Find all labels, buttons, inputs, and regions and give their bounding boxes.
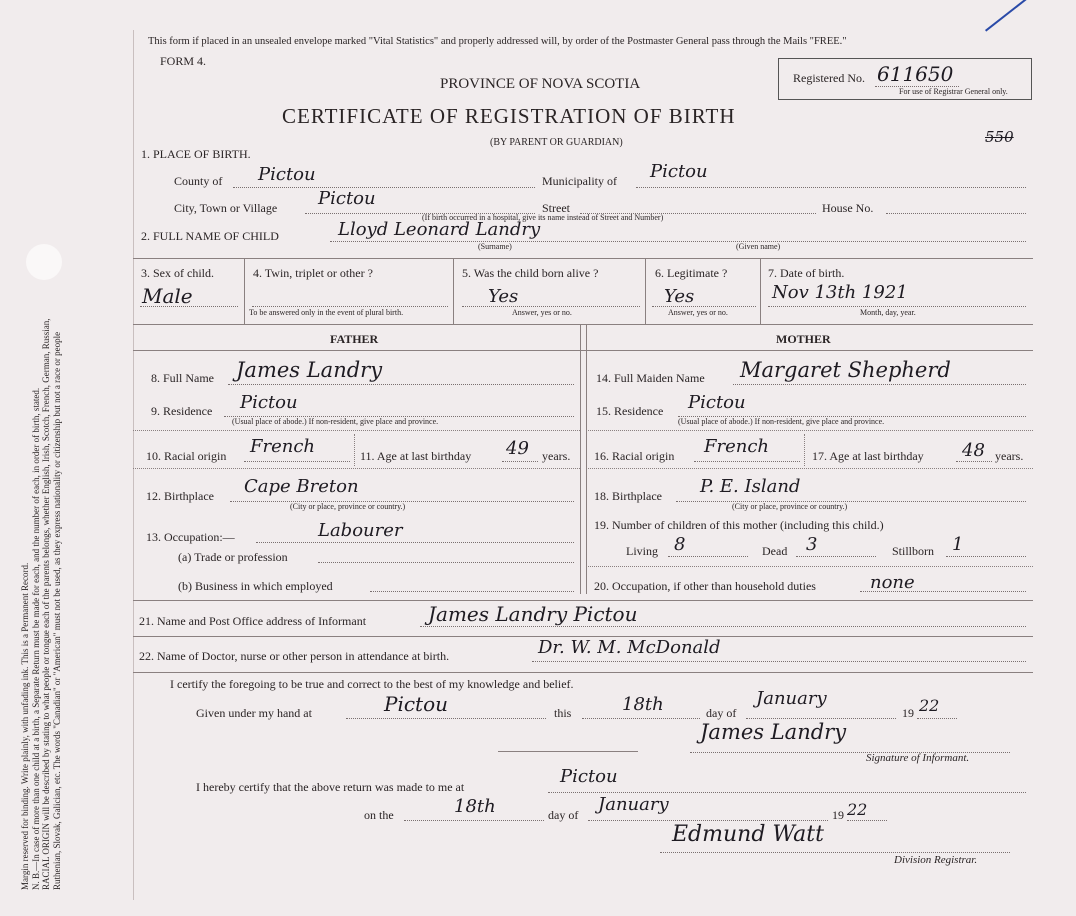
date-of-birth-note: Month, day, year.: [860, 308, 916, 317]
given-month-value: January: [756, 688, 827, 709]
informant-value: James Landry Pictou: [428, 602, 638, 626]
surname-note: (Surname): [478, 242, 512, 251]
mother-residence-label: 15. Residence: [596, 404, 664, 418]
father-occupation-value: Labourer: [318, 520, 403, 541]
signature-of-informant-label: Signature of Informant.: [866, 752, 970, 764]
dead-label: Dead: [762, 544, 788, 558]
mother-occupation-label: 20. Occupation, if other than household duties: [594, 579, 816, 593]
father-racial-label: 10. Racial origin: [146, 449, 227, 463]
stillborn-value: 1: [952, 534, 964, 555]
mother-birthplace-note: (City or place, province or country.): [732, 502, 848, 511]
margin-line-2: N. B.—In case of more than one child at a birth, a Separate Return must be made for each, and the number of each, in order of birth, stated.: [30, 387, 41, 890]
father-residence-note: (Usual place of abode.) If non-resident, give place and province.: [232, 417, 439, 426]
informant-label: 21. Name and Post Office address of Informant: [139, 614, 367, 628]
street-label: Street: [542, 201, 570, 215]
city-label: City, Town or Village: [174, 201, 278, 215]
given-under-label: Given under my hand at: [196, 706, 312, 720]
father-residence-label: 9. Residence: [151, 404, 213, 418]
certificate-subtitle: (BY PARENT OR GUARDIAN): [490, 137, 623, 148]
county-label: County of: [174, 174, 223, 188]
sex-value: Male: [142, 284, 193, 308]
father-name-label: 8. Full Name: [151, 371, 214, 385]
mother-racial-value: French: [704, 436, 770, 457]
registrar-place-value: Pictou: [560, 766, 618, 787]
doctor-value: Dr. W. M. McDonald: [538, 637, 721, 658]
certify-statement: I certify the foregoing to be true and correct to the best of my knowledge and belief.: [170, 677, 574, 691]
punch-hole: [26, 244, 62, 280]
county-value: Pictou: [258, 164, 316, 185]
registrar-signature: Edmund Watt: [672, 822, 824, 847]
this-label: this: [554, 706, 572, 720]
legitimate-note: Answer, yes or no.: [668, 308, 728, 317]
province-heading: PROVINCE OF NOVA SCOTIA: [440, 76, 641, 92]
father-residence-value: Pictou: [240, 392, 298, 413]
legitimate-value: Yes: [664, 286, 695, 307]
informant-signature: James Landry: [700, 720, 847, 744]
registrar-day-value: 18th: [454, 796, 496, 817]
division-registrar-label: Division Registrar.: [894, 854, 978, 866]
mother-age-label: 17. Age at last birthday: [812, 449, 924, 463]
given-day-value: 18th: [622, 694, 664, 715]
legitimate-label: 6. Legitimate ?: [655, 266, 728, 280]
father-birthplace-value: Cape Breton: [244, 476, 359, 497]
mother-birthplace-value: P. E. Island: [700, 476, 801, 497]
father-birthplace-label: 12. Birthplace: [146, 489, 214, 503]
doctor-label: 22. Name of Doctor, nurse or other person in attendance at birth.: [139, 649, 450, 663]
municipality-value: Pictou: [650, 161, 708, 182]
date-of-birth-value: Nov 13th 1921: [772, 282, 908, 303]
mother-residence-note: (Usual place of abode.) If non-resident, give place and province.: [678, 417, 885, 426]
mother-name-value: Margaret Shepherd: [740, 358, 951, 382]
father-years-label: years.: [542, 449, 571, 463]
dead-value: 3: [806, 534, 818, 555]
mother-birthplace-label: 18. Birthplace: [594, 489, 662, 503]
father-trade-label: (a) Trade or profession: [178, 550, 288, 564]
corner-number: 550: [985, 128, 1014, 146]
given-place-value: Pictou: [384, 692, 449, 716]
house-no-label: House No.: [822, 201, 874, 215]
mother-residence-value: Pictou: [688, 392, 746, 413]
given-year-suffix: 22: [919, 696, 940, 715]
living-value: 8: [674, 534, 686, 555]
born-alive-label: 5. Was the child born alive ?: [462, 266, 599, 280]
date-of-birth-label: 7. Date of birth.: [768, 266, 845, 280]
father-age-value: 49: [506, 438, 529, 459]
children-count-label: 19. Number of children of this mother (including this child.): [594, 518, 884, 532]
registered-number: 611650: [877, 62, 954, 86]
registrar-note: For use of Registrar General only.: [899, 87, 1008, 96]
registrar-day-of-label: day of: [548, 808, 579, 822]
ink-check-mark: [985, 0, 1049, 32]
mother-racial-label: 16. Racial origin: [594, 449, 675, 463]
father-age-label: 11. Age at last birthday: [360, 449, 472, 463]
mother-heading: MOTHER: [776, 332, 831, 346]
mother-years-label: years.: [995, 449, 1024, 463]
margin-line-3: RACIAL ORIGIN will be described by stating to what people or tongue each of the parents belongs, whether English, Irish, Scotch, French, German, Russian,: [41, 318, 51, 890]
hospital-note: (If birth occurred in a hospital, give its name instead of Street and Number): [422, 213, 664, 222]
margin-line-1: Margin reserved for binding. Write plainly, with unfading ink. This is a Permanent Record.: [20, 562, 30, 890]
binding-margin-rule: [133, 30, 134, 900]
father-name-value: James Landry: [236, 358, 383, 382]
mother-age-value: 48: [962, 440, 985, 461]
mother-occupation-value: none: [870, 572, 915, 593]
given-name-note: (Given name): [736, 242, 781, 251]
living-label: Living: [626, 544, 658, 558]
twin-note: To be answered only in the event of plural birth.: [249, 308, 404, 317]
given-year-prefix: 19: [902, 706, 914, 720]
stillborn-label: Stillborn: [892, 544, 935, 558]
father-racial-value: French: [250, 436, 316, 457]
twin-label: 4. Twin, triplet or other ?: [253, 266, 373, 280]
on-the-label: on the: [364, 808, 394, 822]
father-business-label: (b) Business in which employed: [178, 579, 333, 593]
father-birthplace-note: (City or place, province or country.): [290, 502, 406, 511]
born-alive-value: Yes: [488, 286, 519, 307]
sex-label: 3. Sex of child.: [141, 266, 214, 280]
father-heading: FATHER: [330, 332, 379, 346]
mail-notice: This form if placed in an unsealed envelope marked "Vital Statistics" and properly addressed will, by order of the Postmaster General pass through the Mails "FREE.": [148, 36, 847, 47]
registrar-month-value: January: [598, 794, 669, 815]
municipality-label: Municipality of: [542, 174, 617, 188]
given-day-of-label: day of: [706, 706, 737, 720]
child-name-value: Lloyd Leonard Landry: [338, 219, 541, 240]
margin-line-4: Ruthenian, Slovak, Galician, etc. The words "Canadian" or "American" must not be used, as they express nationality or citizenship but not a race or people: [51, 331, 62, 890]
registrar-year-suffix: 22: [847, 800, 868, 819]
born-alive-note: Answer, yes or no.: [512, 308, 572, 317]
place-of-birth-label: 1. PLACE OF BIRTH.: [141, 147, 251, 161]
margin-instructions: [20, 10, 62, 890]
registered-label: Registered No.: [793, 71, 865, 85]
mother-name-label: 14. Full Maiden Name: [596, 371, 705, 385]
city-value: Pictou: [318, 188, 376, 209]
registration-box: [778, 58, 1032, 100]
child-name-label: 2. FULL NAME OF CHILD: [141, 229, 279, 243]
registrar-year-prefix: 19: [832, 808, 844, 822]
certificate-title: CERTIFICATE OF REGISTRATION OF BIRTH: [282, 104, 736, 128]
form-number: FORM 4.: [160, 54, 207, 68]
registrar-statement: I hereby certify that the above return was made to me at: [196, 780, 465, 794]
father-occupation-label: 13. Occupation:—: [146, 530, 235, 544]
